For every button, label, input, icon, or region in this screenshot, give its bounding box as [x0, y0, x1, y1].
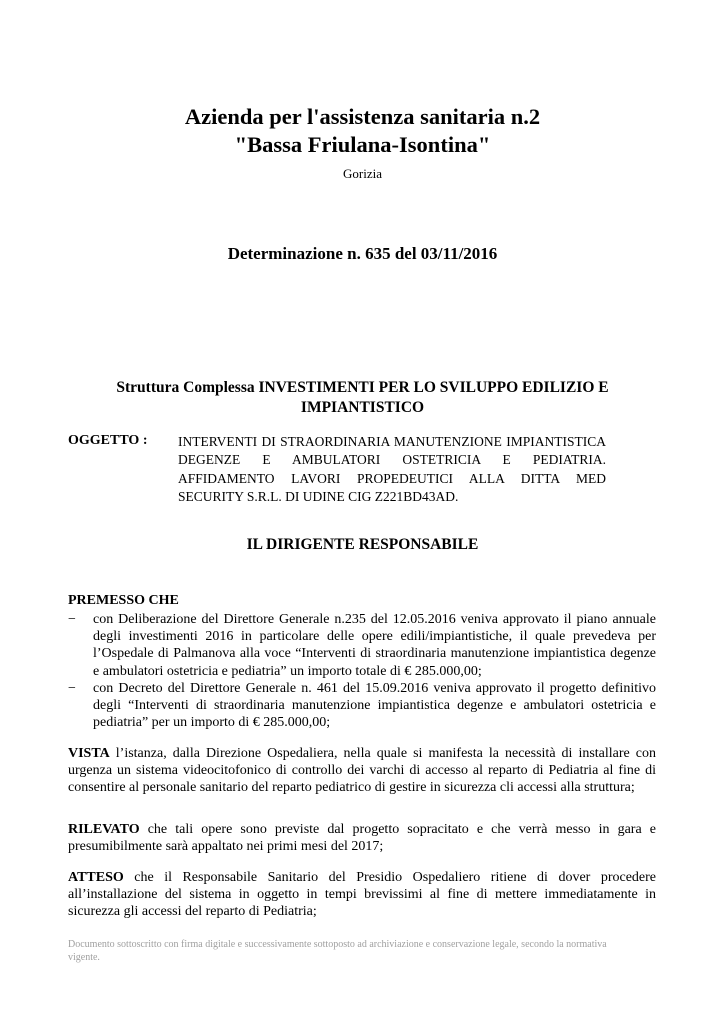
- list-item-text: con Deliberazione del Direttore Generale n.235 del 12.05.2016 veniva approvato il piano annuale degli investimenti 2016 in particolare delle opere edili/impiantistiche, il quale prevedeva per l’Ospedale di Palmanova alla voce “Interventi di straordinaria manutenzione impiantistica degenze e ambulatori ostetricia e pediatria” un importo totale di € 285.000,00;: [93, 612, 656, 679]
- determination-title: Determinazione n. 635 del 03/11/2016: [227, 244, 498, 263]
- list-item: [68, 611, 656, 680]
- rilevato-text: che tali opere sono previste dal progetto sopracitato e che verrà messo in gara e presumibilmente sarà appaltato nei primi mesi del 2017;: [68, 822, 656, 855]
- vista-paragraph: [68, 745, 656, 797]
- atteso-text: che il Responsabile Sanitario del Presidio Ospedaliero ritiene di dover procedere all’installazione del sistema in oggetto in tempi brevissimi al fine di mettere immediatamente in sicurezza gli accessi del reparto di Pediatria;: [68, 870, 656, 920]
- structure-heading: [80, 378, 645, 418]
- premesso-title: PREMESSO CHE: [68, 593, 179, 608]
- organization-name-line1: Azienda per l'assistenza sanitaria n.2: [184, 104, 541, 129]
- organization-city: Gorizia: [343, 166, 382, 181]
- dash-bullet-icon: −: [68, 612, 76, 627]
- vista-keyword: VISTA: [68, 746, 110, 761]
- structure-name: INVESTIMENTI PER LO SVILUPPO EDILIZIO E IMPIANTISTICO: [258, 379, 609, 416]
- signature-footer-note: Documento sottoscritto con firma digitale e successivamente sottoposto ad archiviazione e conservazione legale, secondo la normativa vigente.: [68, 939, 607, 963]
- list-item: [68, 680, 656, 732]
- atteso-keyword: ATTESO: [68, 870, 124, 885]
- atteso-paragraph: [68, 869, 656, 921]
- subject-text: INTERVENTI DI STRAORDINARIA MANUTENZIONE IMPIANTISTICA DEGENZE E AMBULATORI OSTETRICIA E PEDIATRIA. AFFIDAMENTO LAVORI PROPEDEUTICI ALLA DITTA MED SECURITY S.R.L. DI UDINE CIG Z221BD43AD.: [178, 434, 606, 505]
- organization-name-line2: "Bassa Friulana-Isontina": [234, 132, 491, 157]
- rilevato-paragraph: [68, 821, 656, 855]
- rilevato-keyword: RILEVATO: [68, 822, 140, 837]
- director-title: IL DIRIGENTE RESPONSABILE: [246, 536, 479, 553]
- vista-text: l’istanza, dalla Direzione Ospedaliera, nella quale si manifesta la necessità di installare con urgenza un sistema videocitofonico di controllo dei varchi di accesso al reparto di Pediatria al fine di consentire al personale sanitario del reparto pediatrico di gestire in sicurezza cli accessi alla struttura;: [68, 746, 656, 796]
- dash-bullet-icon: −: [68, 680, 76, 696]
- subject-label: OGGETTO :: [68, 433, 148, 448]
- structure-prefix: Struttura Complessa: [116, 379, 259, 396]
- list-item-text: con Decreto del Direttore Generale n. 461 del 15.09.2016 veniva approvato il progetto definitivo degli “Interventi di straordinaria manutenzione impiantistica degenze e ambulatori ostetricia e pediatria” per un importo di € 285.000,00;: [93, 680, 656, 731]
- premesso-list: [68, 611, 656, 731]
